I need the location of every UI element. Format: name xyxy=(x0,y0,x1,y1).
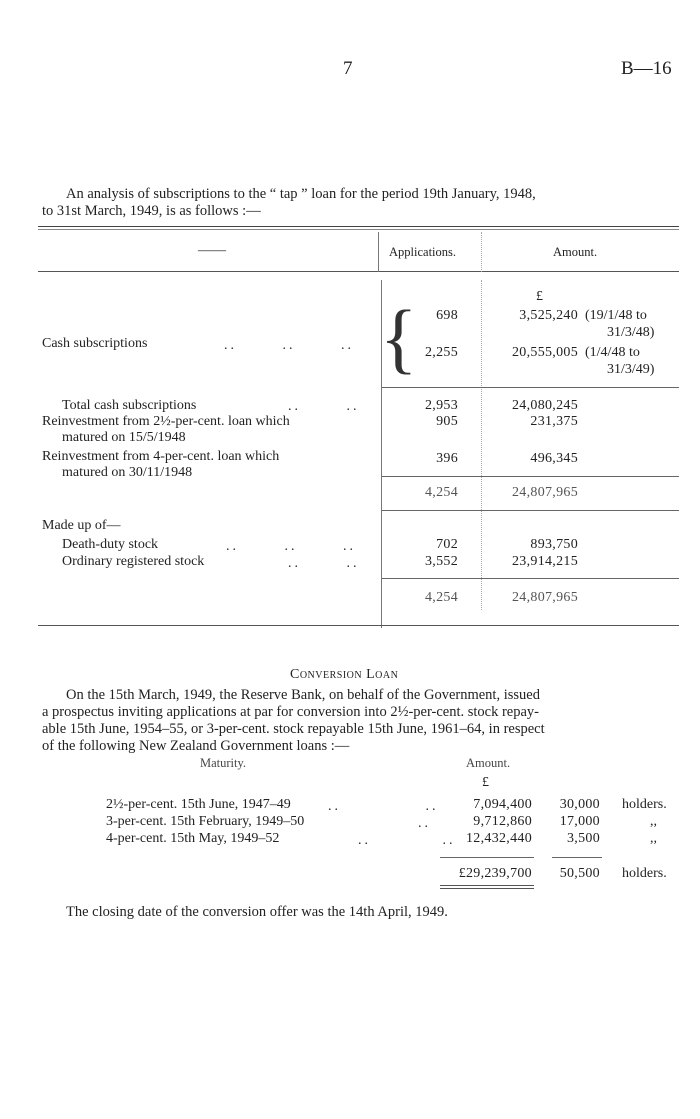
cash-note-2b: 31/3/49) xyxy=(607,362,655,377)
amount-total-rule-2 xyxy=(440,888,534,889)
ordinary-applications: 3,552 xyxy=(425,554,458,569)
total-rule xyxy=(382,578,679,579)
cash-subscriptions-label: Cash subscriptions xyxy=(42,336,148,351)
leader-dots: .. .. .. xyxy=(224,338,354,353)
cash-note-1a: (19/1/48 to xyxy=(585,308,647,323)
reinvest-4-label-2: matured on 30/11/1948 xyxy=(62,465,193,480)
leader-dots: .. .. xyxy=(358,833,456,848)
cash-applications-1: 698 xyxy=(436,308,458,323)
maturity-row-2: 3-per-cent. 15th February, 1949–50 xyxy=(106,814,305,829)
total-cash-label: Total cash subscriptions xyxy=(62,398,197,413)
conversion-para-1: On the 15th March, 1949, the Reserve Bank, on behalf of the Government, issued xyxy=(66,687,540,703)
subtotal-rule xyxy=(382,476,679,477)
cash-note-1b: 31/3/48) xyxy=(607,325,655,340)
reinvest-4-label-1: Reinvestment from 4-per-cent. loan which xyxy=(42,449,280,464)
made-up-of-label: Made up of— xyxy=(42,518,121,533)
ordinary-label: Ordinary registered stock xyxy=(62,554,205,569)
maturity-row-3: 4-per-cent. 15th May, 1949–52 xyxy=(106,831,280,846)
leader-dots: .. xyxy=(418,816,431,831)
cash-sum-rule xyxy=(382,387,679,388)
ordinary-amount: 23,914,215 xyxy=(512,554,578,569)
amount-total-rule-1 xyxy=(440,885,534,886)
holders-1: 30,000 xyxy=(559,797,600,812)
conversion-total-suffix: holders. xyxy=(622,866,667,881)
grand-total-applications: 4,254 xyxy=(425,590,458,605)
header-rule xyxy=(38,271,679,272)
header-divider-2 xyxy=(481,232,482,272)
table-bottom-rule xyxy=(38,625,679,626)
holders-2: 17,000 xyxy=(559,814,600,829)
cash-applications-2: 2,255 xyxy=(425,345,458,360)
maturity-column-header: Maturity. xyxy=(200,756,247,770)
cash-note-2a: (1/4/48 to xyxy=(585,345,640,360)
intro-line-1: An analysis of subscriptions to the “ tap ” loan for the period 19th January, 1948, xyxy=(66,186,536,202)
death-duty-amount: 893,750 xyxy=(530,537,578,552)
conversion-amount-1: 7,094,400 xyxy=(473,797,532,812)
holders-suffix-1: holders. xyxy=(622,797,667,812)
reinvest-4-applications: 396 xyxy=(436,451,458,466)
header-divider-1 xyxy=(378,232,379,272)
leader-dots: .. .. xyxy=(288,399,360,414)
reinvest-25-applications: 905 xyxy=(436,414,458,429)
death-duty-label: Death-duty stock xyxy=(62,537,159,552)
subtotal-under-rule xyxy=(382,510,679,511)
holders-sum-rule xyxy=(552,857,602,858)
subtotal-amount: 24,807,965 xyxy=(512,485,578,500)
grand-total-amount: 24,807,965 xyxy=(512,590,578,605)
currency-symbol: £ xyxy=(536,289,543,304)
leader-dots: .. .. xyxy=(288,556,360,571)
death-duty-applications: 702 xyxy=(436,537,458,552)
table-top-rule-2 xyxy=(38,229,679,230)
intro-line-2: to 31st March, 1949, is as follows :— xyxy=(42,203,261,219)
cash-amount-1: 3,525,240 xyxy=(519,308,578,323)
conversion-para-4: of the following New Zealand Government loans :— xyxy=(42,738,350,754)
amount-column-header: Amount. xyxy=(466,756,511,770)
document-code: B—16 xyxy=(621,58,672,79)
subtotal-applications: 4,254 xyxy=(425,485,458,500)
conversion-para-2: a prospectus inviting applications at par for conversion into 2½-per-cent. stock repay- xyxy=(42,704,539,720)
col-header-amount: Amount. xyxy=(553,245,598,259)
page-number: 7 xyxy=(343,58,353,79)
left-brace-icon: { xyxy=(380,294,418,381)
reinvest-25-label-2: matured on 15/5/1948 xyxy=(62,430,186,445)
total-cash-applications: 2,953 xyxy=(425,398,458,413)
conversion-currency: £ xyxy=(482,775,489,790)
body-divider-2 xyxy=(481,280,482,610)
col-header-applications: Applications. xyxy=(389,245,457,259)
cash-amount-2: 20,555,005 xyxy=(512,345,578,360)
closing-date-text: The closing date of the conversion offer was the 14th April, 1949. xyxy=(66,904,448,920)
holders-3: 3,500 xyxy=(567,831,600,846)
table-top-rule xyxy=(38,226,679,227)
conversion-amount-2: 9,712,860 xyxy=(473,814,532,829)
conversion-heading: Conversion Loan xyxy=(290,667,399,682)
conversion-total-holders: 50,500 xyxy=(559,866,600,881)
holders-suffix-3: ,, xyxy=(650,831,657,846)
reinvest-25-label-1: Reinvestment from 2½-per-cent. loan which xyxy=(42,414,290,429)
total-cash-amount: 24,080,245 xyxy=(512,398,578,413)
leader-dots: .. .. .. xyxy=(226,539,356,554)
conversion-amount-3: 12,432,440 xyxy=(466,831,532,846)
amount-sum-rule xyxy=(440,857,534,858)
reinvest-25-amount: 231,375 xyxy=(530,414,578,429)
leader-dots: .. .. xyxy=(328,799,439,814)
conversion-para-3: able 15th June, 1954–55, or 3-per-cent. stock repayable 15th June, 1961–64, in respect xyxy=(42,721,545,737)
col-header-blank: —— xyxy=(198,243,226,258)
maturity-row-1: 2½-per-cent. 15th June, 1947–49 xyxy=(106,797,291,812)
conversion-total-amount: £29,239,700 xyxy=(458,866,532,881)
holders-suffix-2: ,, xyxy=(650,814,657,829)
reinvest-4-amount: 496,345 xyxy=(530,451,578,466)
